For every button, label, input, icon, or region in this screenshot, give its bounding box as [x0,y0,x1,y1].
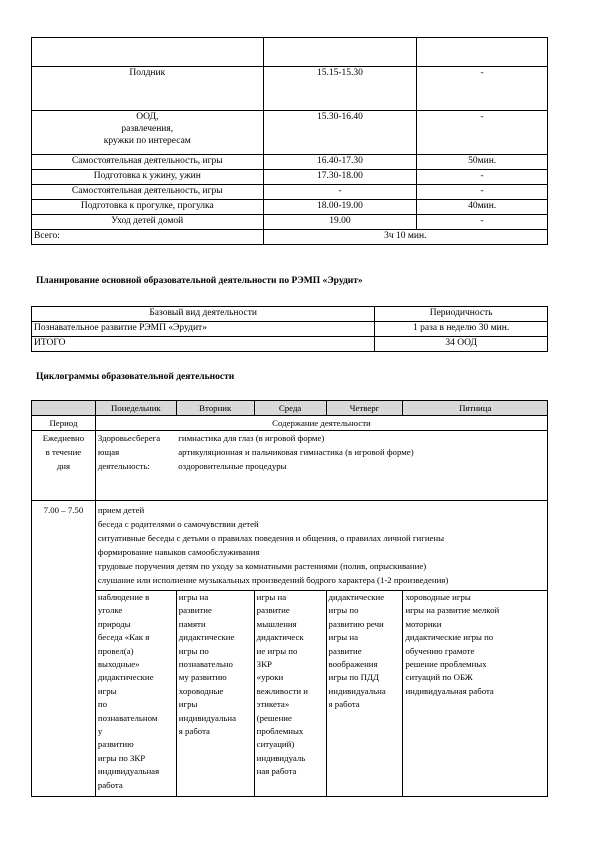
list-item: слушание или исполнение музыкальных произведений бодрого характера (1-2 произведения) [97,575,449,585]
content-label: Содержание деятельности [95,416,547,431]
list-item: индивидуальна [178,712,236,723]
table-row [32,67,548,111]
day-header-tuesday: Вторник [176,401,254,416]
list-item: ие игры по [256,645,298,656]
table-cell: 16.40-17.30 [263,155,417,170]
morning-items [95,501,547,591]
list-item: индивидуальная работа [405,685,494,696]
table-cell: - [417,185,548,200]
list-item: гимнастика для глаз (в игровой форме) [178,433,325,443]
cell-line: деятельность: [97,461,150,471]
list-item: ситуаций) [256,739,295,750]
list-item: ситуативные беседы с детьми о правилах поведения и общения, о правилах личной гигиены [97,533,445,543]
day-header-monday: Понедельник [95,401,176,416]
cell-line: дня [56,461,71,471]
table-cell: 19.00 [263,215,417,230]
table-cell: Подготовка к прогулке, прогулка [32,200,264,215]
table-cell: Полдник [32,67,264,111]
list-item: этикета» [256,699,290,710]
list-item: решение проблемных [405,659,487,670]
list-item: игры на [178,592,209,602]
list-item: дидактические [328,592,385,602]
table-cell: - [263,185,417,200]
list-item: ЗКР [256,659,272,670]
list-item: обучению грамоте [405,645,475,656]
table-cell: 17.30-18.00 [263,170,417,185]
cell-line: ООД, [136,112,159,122]
table-row [32,155,548,170]
list-item: дидактические [97,672,154,683]
cell-line: кружки по интересам [103,136,191,146]
list-item: «уроки [256,672,284,683]
section-heading: Планирование основной образовательной деятельности по РЭМП «Эрудит» [36,276,363,286]
list-item: у [97,726,103,737]
table-cell: - [417,67,548,111]
table-cell [32,38,264,67]
cell-line: ющая [97,447,120,457]
list-item: беседа с родителями о самочувствии детей [97,519,259,529]
table-cell: Уход детей домой [32,215,264,230]
column-header: Периодичность [375,307,548,322]
list-item: развитию [97,739,134,750]
wednesday-activities [254,591,326,797]
table-cell: 34 ООД [375,337,548,352]
table-row [32,230,548,245]
list-item: игры по [328,605,359,616]
table-cell: - [417,170,548,185]
table-cell: - [417,111,548,155]
section-heading: Циклограммы образовательной деятельности [36,372,235,382]
list-item: хороводные игры [405,592,471,602]
list-item: природы [97,618,131,629]
list-item: игры по [178,645,209,656]
list-item: работа [97,779,123,790]
day-header-thursday: Четверг [326,401,403,416]
health-label [95,431,176,501]
cycle-table [31,400,548,797]
total-label: Всего: [32,230,264,245]
list-item: воображения [328,659,378,670]
table-row [32,200,548,215]
list-item: уголке [97,605,123,616]
table-row [32,322,548,337]
health-items [176,431,547,501]
table-row [32,307,548,322]
list-item: игры на [256,592,287,602]
list-item: ная работа [256,766,297,777]
list-item: индивидуаль [256,752,306,763]
period-cell [32,431,96,501]
list-item: хороводные [178,685,224,696]
list-item: оздоровительные процедуры [178,461,287,471]
list-item: игры по ПДД [328,672,380,683]
table-cell: 50мин. [417,155,548,170]
total-value: 3ч 10 мин. [263,230,547,245]
table-cell: Подготовка к ужину, ужин [32,170,264,185]
tuesday-activities [176,591,254,797]
list-item: наблюдение в [97,592,150,602]
column-header: Базовый вид деятельности [32,307,375,322]
list-item: формирование навыков самообслуживания [97,547,260,557]
table-row [32,38,548,67]
list-item: я работа [178,726,210,737]
table-row [32,401,548,416]
list-item: развитие [256,605,290,616]
cell-line: развлечения, [121,124,174,134]
table-cell: 40мин. [417,200,548,215]
list-item: дидактические [178,632,235,643]
table-cell: 18.00-19.00 [263,200,417,215]
cell-line: в течение [45,447,82,457]
list-item: трудовые поручения детям по уходу за комнатными растениями (полив, опрыскивание) [97,561,427,571]
period-label: Период [32,416,96,431]
day-header-wednesday: Среда [254,401,326,416]
list-item: ситуаций по ОБЖ [405,672,473,683]
table-row [32,431,548,501]
list-item: игры [97,685,117,696]
table-cell [263,38,417,67]
table-cell: - [417,215,548,230]
cell-line: Здоровьесберега [97,433,161,443]
table-cell: 1 раза в неделю 30 мин. [375,322,548,337]
table-row [32,337,548,352]
list-item: дидактическ [256,632,304,643]
list-item: дидактические игры по [405,632,494,643]
list-item: проблемных [256,726,304,737]
list-item: развитие [178,605,212,616]
list-item: памяти [178,618,206,629]
list-item: прием детей [97,505,145,515]
table-cell: 15.30-16.40 [263,111,417,155]
table-cell: Самостоятельная деятельность, игры [32,155,264,170]
list-item: выходные» [97,659,140,670]
period-cell: 7.00 – 7.50 [32,501,96,797]
list-item: игры [178,699,198,710]
list-item: индивидуальная [97,766,160,777]
day-header-friday: Пятница [403,401,548,416]
list-item: игры на [328,632,358,643]
table-cell: 15.15-15.30 [263,67,417,111]
table-cell [32,401,96,416]
list-item: игры на развитие мелкой [405,605,500,616]
table-row [32,111,548,155]
table-row [32,170,548,185]
table-cell [32,111,264,155]
list-item: (решение [256,712,292,723]
table-row [32,501,548,591]
thursday-activities [326,591,403,797]
list-item: индивидуальна [328,685,386,696]
list-item: мышления [256,618,297,629]
table-cell: Самостоятельная деятельность, игры [32,185,264,200]
friday-activities [403,591,548,797]
schedule-table [31,37,548,245]
list-item: по [97,699,107,710]
plan-table [31,306,548,352]
list-item: развитие [328,645,362,656]
table-row [32,591,548,797]
list-item: познавательно [178,659,233,670]
list-item: моторики [405,618,442,629]
table-row [32,185,548,200]
list-item: вежливости и [256,685,308,696]
table-cell: Познавательное развитие РЭМП «Эрудит» [32,322,375,337]
list-item: я работа [328,699,360,710]
monday-activities [95,591,176,797]
table-cell: ИТОГО [32,337,375,352]
list-item: му развитию [178,672,227,683]
table-cell [417,38,548,67]
list-item: развитию речи [328,618,384,629]
list-item: провел(а) [97,645,134,656]
list-item: беседа «Как я [97,632,150,643]
cell-line: Ежедневно [42,433,85,443]
table-row [32,416,548,431]
table-row [32,215,548,230]
list-item: игры по ЗКР [97,752,146,763]
list-item: познавательном [97,712,158,723]
list-item: артикуляционная и пальчиковая гимнастика (в игровой форме) [178,447,414,457]
